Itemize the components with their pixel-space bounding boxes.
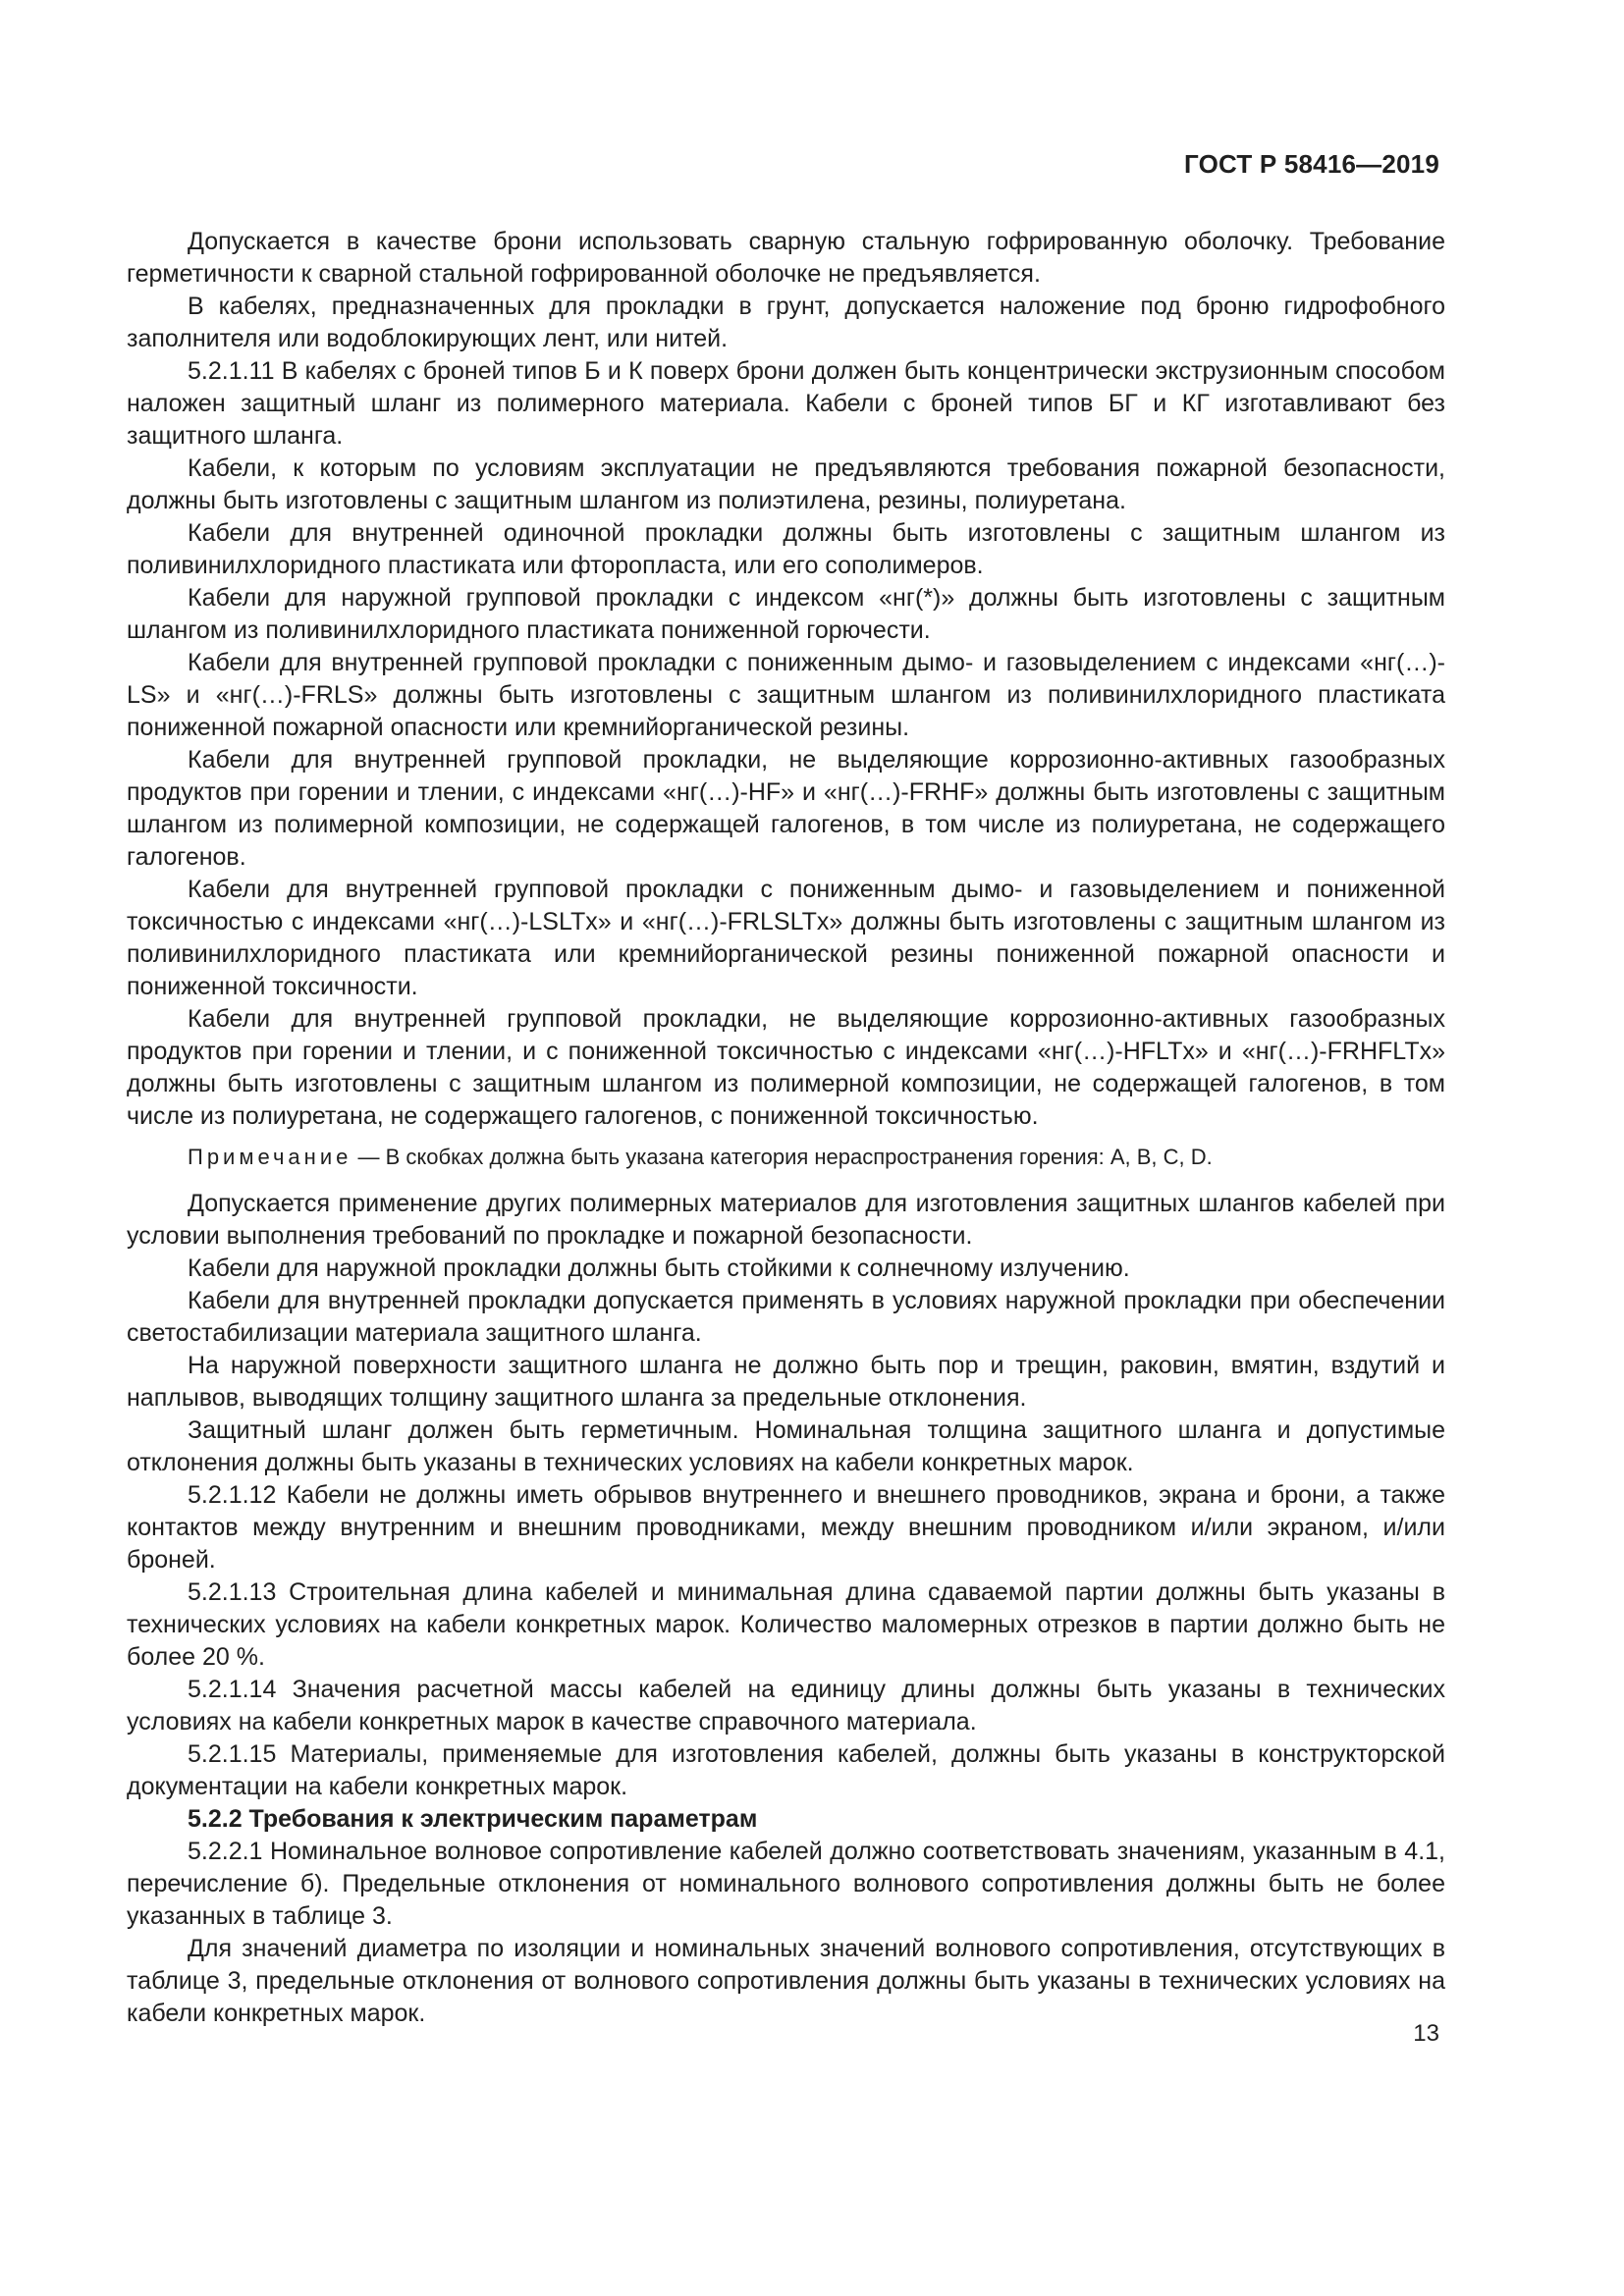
paragraph: Допускается в качестве брони использовать сварную стальную гофрированную оболочку. Требование герметичности к сварной стальной гофрированной оболочке не предъявляется.	[127, 228, 1445, 288]
paragraph: Кабели для наружной прокладки должны быть стойкими к солнечному излучению.	[188, 1255, 1130, 1282]
note-text: — В скобках должна быть указана категория нераспространения горения: А, В, С, D.	[352, 1145, 1213, 1169]
paragraph: Кабели для внутренней групповой прокладки, не выделяющие коррозионно-активных газообразных продуктов при горении и тлении, с индексами «нг(…)-HF» и «нг(…)-FRHF» должны быть изготовлены с защитным шлангом из полимерной композиции, не содержащей галогенов, в том числе из полиуретана, не содержащего галогенов.	[127, 746, 1445, 871]
paragraph: Кабели для внутренней одиночной прокладки должны быть изготовлены с защитным шлангом из поливинилхлоридного пластиката или фторопласта, или его сополимеров.	[127, 519, 1445, 579]
note	[127, 1143, 1445, 1172]
paragraph: Для значений диаметра по изоляции и номинальных значений волнового сопротивления, отсутствующих в таблице 3, предельные отклонения от волнового сопротивления должны быть указаны в технических условиях на кабели конкретных марок.	[127, 1935, 1445, 2027]
paragraph: Кабели, к которым по условиям эксплуатации не предъявляются требования пожарной безопасности, должны быть изготовлены с защитным шлангом из полиэтилена, резины, полиуретана.	[127, 454, 1445, 514]
paragraph: В кабелях, предназначенных для прокладки в грунт, допускается наложение под броню гидрофобного заполнителя или водоблокирующих лент, или нитей.	[127, 293, 1445, 352]
document-header: ГОСТ Р 58416—2019	[1184, 149, 1439, 179]
paragraph: Кабели для внутренней групповой прокладки с пониженным дымо- и газовыделением и пониженной токсичностью с индексами «нг(…)-LSLTx» и «нг(…)-FRLSLTx» должны быть изготовлены с защитным шлангом из поливинилхлоридного пластиката или кремнийорганической резины пониженной пожарной опасности и пониженной токсичности.	[127, 876, 1445, 1000]
paragraph: Защитный шланг должен быть герметичным. Номинальная толщина защитного шланга и допустимые отклонения должны быть указаны в технических условиях на кабели конкретных марок.	[127, 1416, 1445, 1476]
paragraph: Кабели для внутренней групповой прокладки с пониженным дымо- и газовыделением с индексами «нг(…)-LS» и «нг(…)-FRLS» должны быть изготовлены с защитным шлангом из поливинилхлоридного пластиката пониженной пожарной опасности или кремнийорганической резины.	[127, 649, 1445, 741]
paragraph: Кабели для внутренней прокладки допускается применять в условиях наружной прокладки при обеспечении светостабилизации материала защитного шланга.	[127, 1287, 1445, 1347]
paragraph: 5.2.1.15 Материалы, применяемые для изготовления кабелей, должны быть указаны в конструкторской документации на кабели конкретных марок.	[127, 1740, 1445, 1800]
paragraph: Кабели для внутренней групповой прокладки, не выделяющие коррозионно-активных газообразных продуктов при горении и тлении, и с пониженной токсичностью с индексами «нг(…)-HFLTx» и «нг(…)-FRHFLTx» должны быть изготовлены с защитным шлангом из полимерной композиции, не содержащей галогенов, в том числе из полиуретана, не содержащего галогенов, с пониженной токсичностью.	[127, 1005, 1445, 1130]
page-number: 13	[1413, 2020, 1439, 2047]
paragraph: 5.2.2.1 Номинальное волновое сопротивление кабелей должно соответствовать значениям, указанным в 4.1, перечисление б). Предельные отклонения от номинального волнового сопротивления должны быть не более указанных в таблице 3.	[127, 1838, 1445, 1930]
paragraph: 5.2.1.14 Значения расчетной массы кабелей на единицу длины должны быть указаны в технических условиях на кабели конкретных марок в качестве справочного материала.	[127, 1676, 1445, 1735]
paragraph: Кабели для наружной групповой прокладки с индексом «нг(*)» должны быть изготовлены с защитным шлангом из поливинилхлоридного пластиката пониженной горючести.	[127, 584, 1445, 644]
note-label: Примечание	[188, 1145, 352, 1169]
paragraph: 5.2.1.13 Строительная длина кабелей и минимальная длина сдаваемой партии должны быть указаны в технических условиях на кабели конкретных марок. Количество маломерных отрезков в партии должно быть не более 20 %.	[127, 1578, 1445, 1671]
paragraph: 5.2.1.12 Кабели не должны иметь обрывов внутреннего и внешнего проводников, экрана и брони, а также контактов между внутренним и внешним проводниками, между внешним проводником и/или экраном, и/или броней.	[127, 1481, 1445, 1574]
paragraph: 5.2.1.11 В кабелях с броней типов Б и К поверх брони должен быть концентрически экструзионным способом наложен защитный шланг из полимерного материала. Кабели с броней типов БГ и КГ изготавливают без защитного шланга.	[127, 357, 1445, 450]
document-body	[127, 226, 1445, 2030]
section-heading: 5.2.2 Требования к электрическим параметрам	[188, 1805, 758, 1833]
paragraph: Допускается применение других полимерных материалов для изготовления защитных шлангов кабелей при условии выполнения требований по прокладке и пожарной безопасности.	[127, 1190, 1445, 1250]
paragraph: На наружной поверхности защитного шланга не должно быть пор и трещин, раковин, вмятин, вздутий и наплывов, выводящих толщину защитного шланга за предельные отклонения.	[127, 1352, 1445, 1412]
